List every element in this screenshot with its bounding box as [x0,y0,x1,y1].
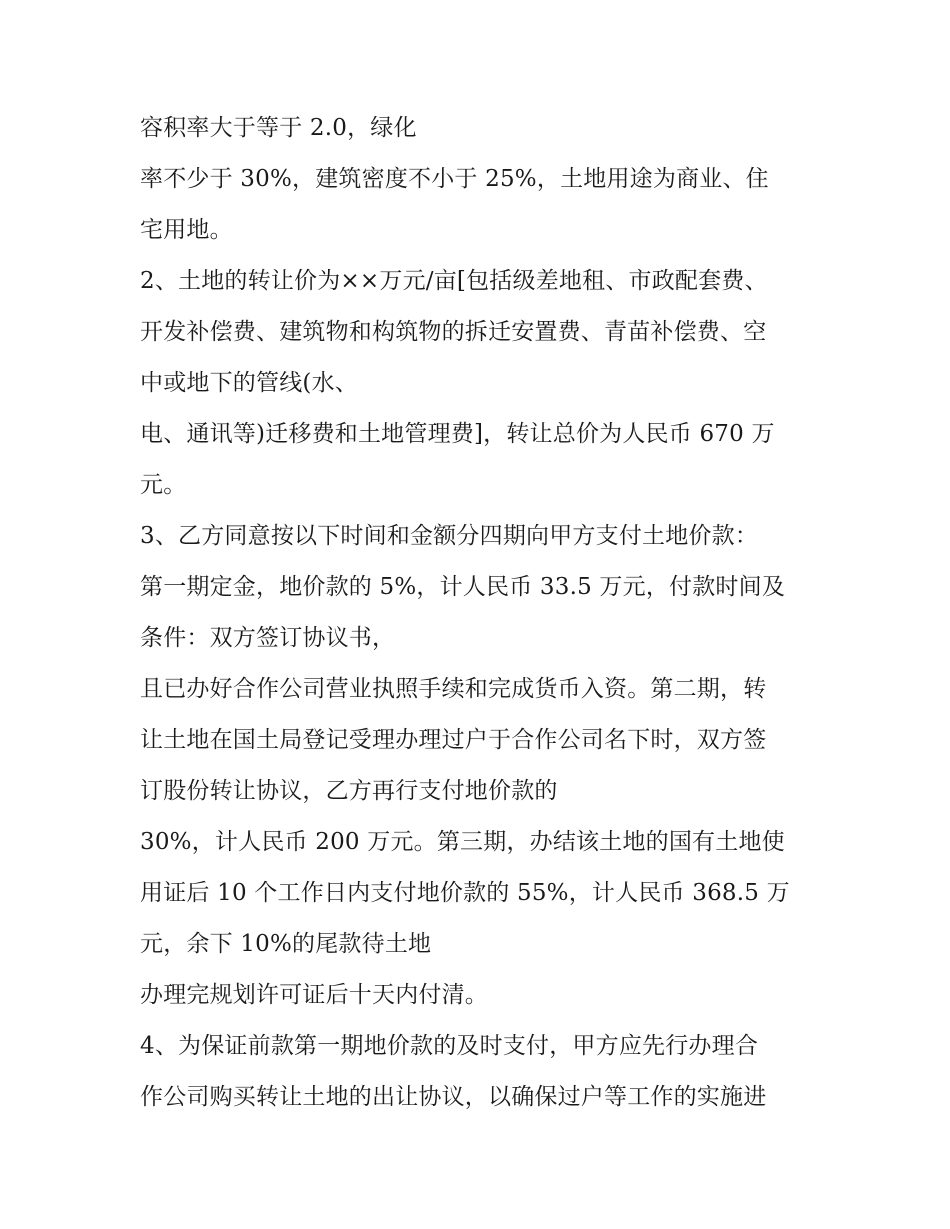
text-line: 中或地下的管线(水、 [140,370,358,396]
text-line: 订股份转让协议，乙方再行支付地价款的 [140,778,558,804]
document-body [140,108,830,1128]
text-line: 条件：双方签订协议书， [140,625,396,651]
text-line: 率不少于 30%，建筑密度不小于 25%，土地用途为商业、住 [140,166,769,192]
text-line: 30%，计人民币 200 万元。第三期，办结该土地的国有土地使 [140,829,785,855]
text-line: 容积率大于等于 2.0，绿化 [140,115,417,141]
text-line: 4、为保证前款第一期地价款的及时支付，甲方应先行办理合 [140,1033,759,1059]
text-line: 用证后 10 个工作日内支付地价款的 55%，计人民币 368.5 万 [140,880,790,906]
text-line: 作公司购买转让土地的出让协议，以确保过户等工作的实施进 [140,1084,767,1110]
text-line: 办理完规划许可证后十天内付清。 [140,982,488,1008]
text-line: 2、土地的转让价为××万元/亩[包括级差地租、市政配套费、 [140,268,768,294]
text-line: 电、通讯等)迁移费和土地管理费]，转让总价为人民币 670 万 [140,421,775,447]
text-line: 开发补偿费、建筑物和构筑物的拆迁安置费、青苗补偿费、空 [140,319,767,345]
text-line: 宅用地。 [140,217,233,243]
text-line: 元。 [140,472,187,498]
text-line: 且已办好合作公司营业执照手续和完成货币入资。第二期，转 [140,676,767,702]
text-line: 元，余下 10%的尾款待土地 [140,931,432,957]
text-line: 第一期定金，地价款的 5%，计人民币 33.5 万元，付款时间及 [140,574,786,600]
text-line: 让土地在国土局登记受理办理过户于合作公司名下时，双方签 [140,727,767,753]
text-line: 3、乙方同意按以下时间和金额分四期向甲方支付土地价款： [140,523,759,549]
